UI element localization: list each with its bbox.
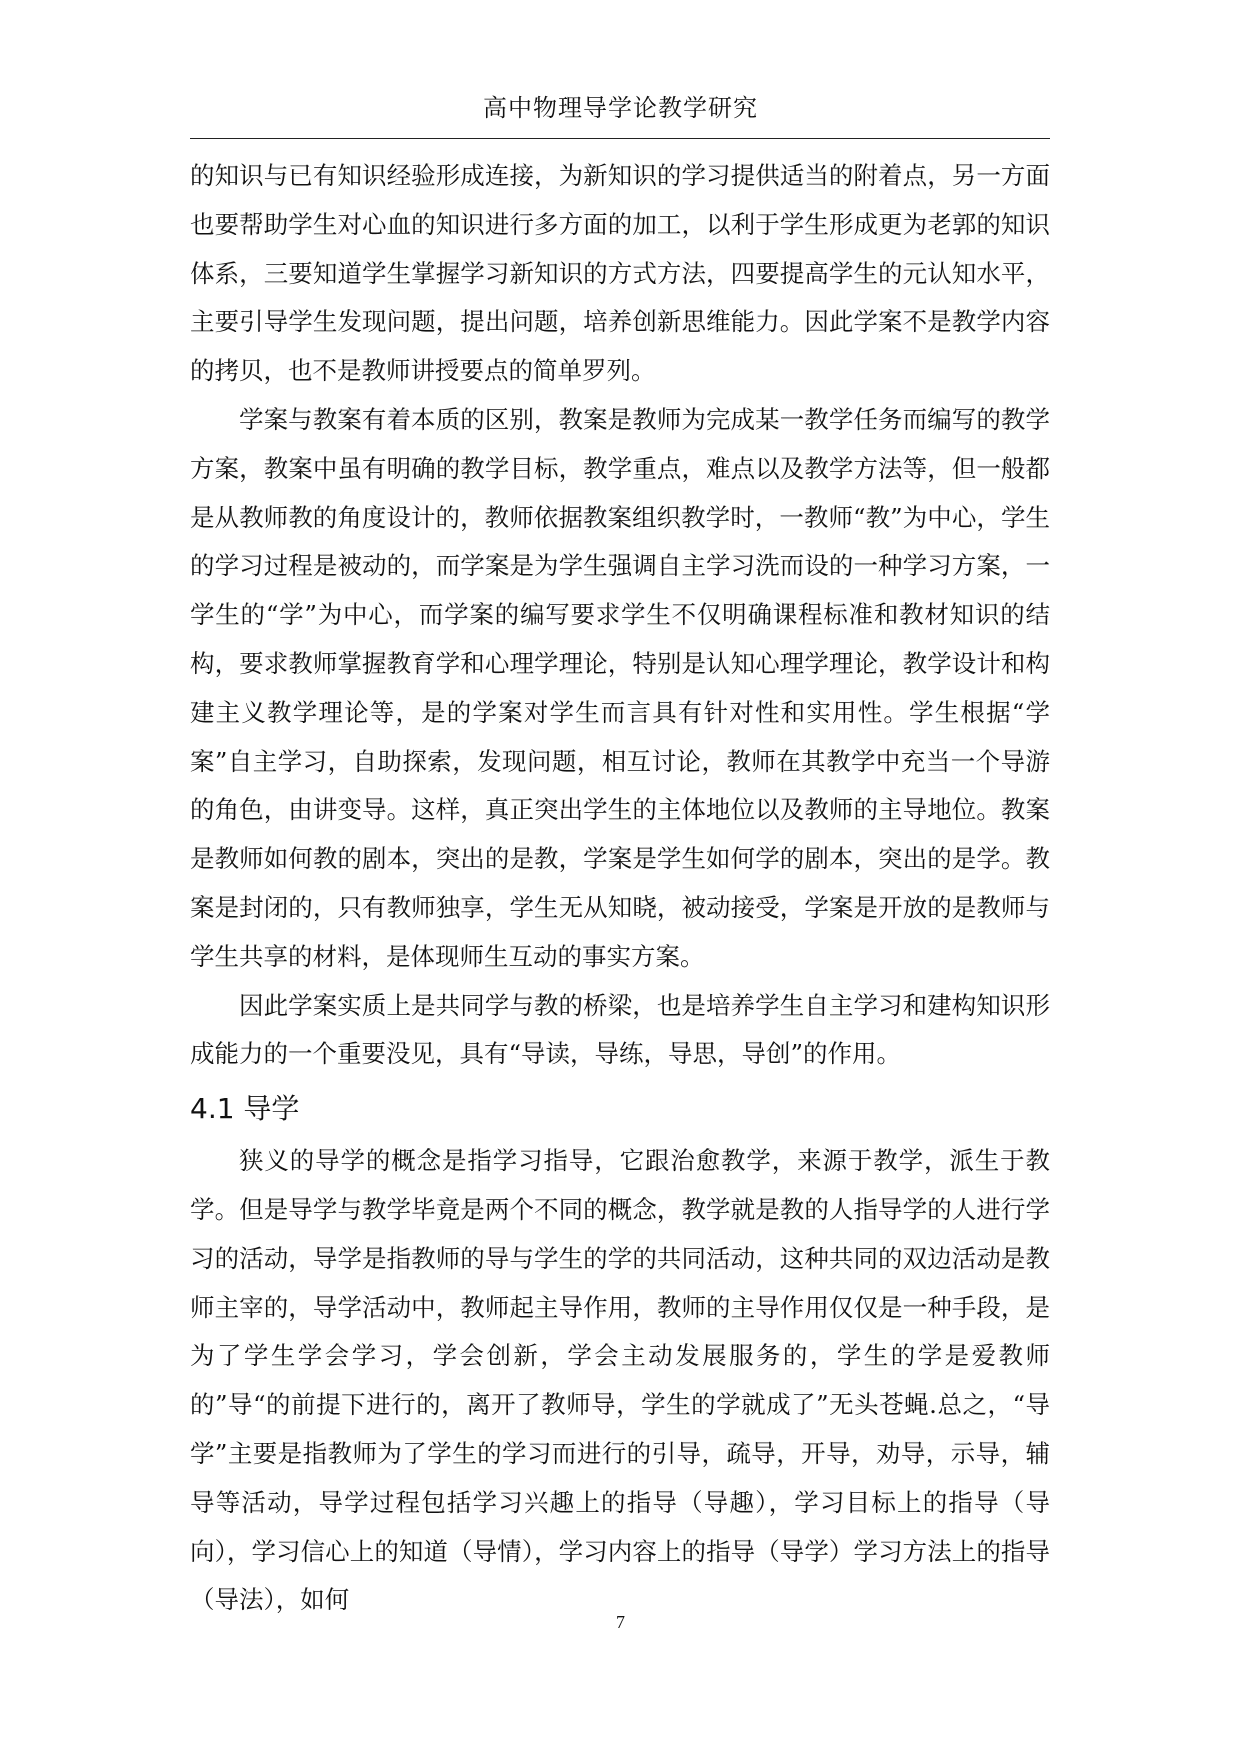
page-number: 7: [616, 1612, 625, 1632]
header-rule: [190, 138, 1050, 139]
paragraph-learning-plan-vs-lesson-plan: 学案与教案有着本质的区别，教案是教师为完成某一教学任务而编写的教学方案，教案中虽有明确的教学目标，教学重点，难点以及教学方法等，但一般都是从教师教的角度设计的，教师依据教案组织教学时，一教师“教”为中心，学生的学习过程是被动的，而学案是为学生强调自主学习洗而设的一种学习方案，一学生的“学”为中心，而学案的编写要求学生不仅明确课程标准和教材知识的结构，要求教师掌握教育学和心理学理论，特别是认知心理学理论，教学设计和构建主义教学理论等，是的学案对学生而言具有针对性和实用性。学生根据“学案”自主学习，自助探索，发现问题，相互讨论，教师在其教学中充当一个导游的角色，由讲变导。这样，真正突出学生的主体地位以及教师的主导地位。教案是教师如何教的剧本，突出的是教，学案是学生如何学的剧本，突出的是学。教案是封闭的，只有教师独享，学生无从知晓，被动接受，学案是开放的是教师与学生共享的材料，是体现师生互动的事实方案。: [190, 404, 1050, 971]
paragraph-guided-learning-definition: 狭义的导学的概念是指学习指导，它跟治愈教学，来源于教学，派生于教学。但是导学与教学毕竟是两个不同的概念，教学就是教的人指导学的人进行学习的活动，导学是指教师的导与学生的学的共同活动，这种共同的双边活动是教师主宰的，导学活动中，教师起主导作用，教师的主导作用仅仅是一种手段，是为了学生学会学习，学会创新，学会主动发展服务的，学生的学是爱教师的”导“的前提下进行的，离开了教师导，学生的学就成了”无头苍蝇.总之，“导学”主要是指教师为了学生的学习而进行的引导，疏导，开导，劝导，示导，辅导等活动，导学过程包括学习兴趣上的指导（导趣），学习目标上的指导（导向），学习信心上的知道（导情），学习内容上的指导（导学）学习方法上的指导（导法），如何: [190, 1146, 1050, 1615]
continued-paragraph: 的知识与已有知识经验形成连接，为新知识的学习提供适当的附着点，另一方面也要帮助学生对心血的知识进行多方面的加工，以利于学生形成更为老郭的知识体系，三要知道学生掌握学习新知识的方式方法，四要提高学生的元认知水平，主要引导学生发现问题，提出问题，培养创新思维能力。因此学案不是教学内容的拷贝，也不是教师讲授要点的简单罗列。: [190, 161, 1050, 386]
running-header: 高中物理导学论教学研究: [483, 94, 758, 122]
section-heading: 4.1 导学: [190, 1092, 300, 1126]
paragraph-learning-plan-bridge: 因此学案实质上是共同学与教的桥梁，也是培养学生自主学习和建构知识形成能力的一个重要没见，具有“导读，导练，导思，导创”的作用。: [190, 990, 1050, 1069]
page-body: [190, 152, 1050, 1625]
